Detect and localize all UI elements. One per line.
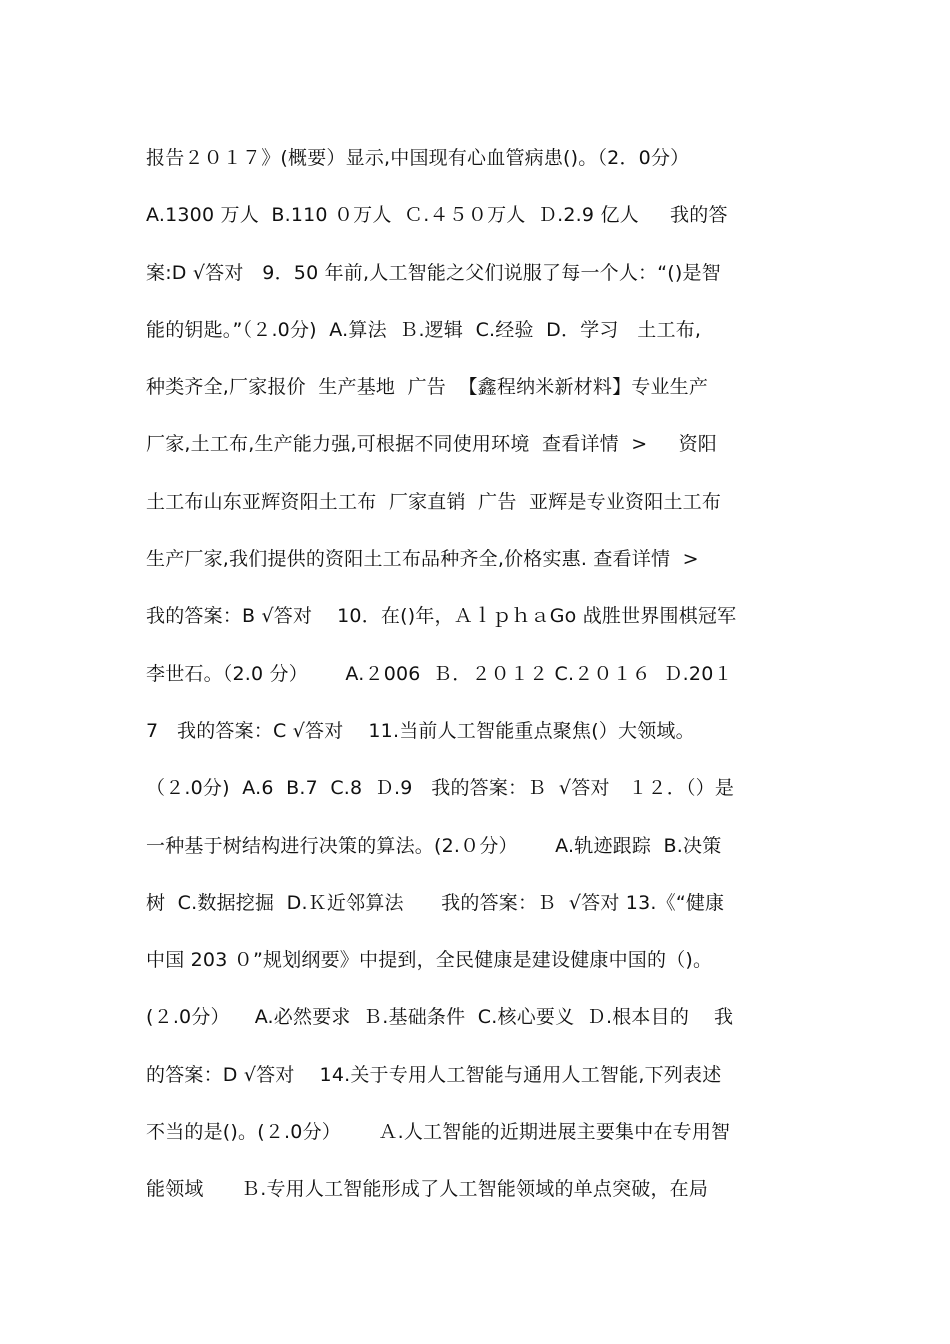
text-line: 土工布山东亚辉资阳土工布 厂家直销 广告 亚辉是专业资阳土工布 bbox=[146, 490, 722, 513]
text-line: 树 C.数据挖掘 D.Ｋ近邻算法 我的答案：Ｂ √答对 13.《“健康 bbox=[146, 891, 725, 914]
text-line: （２.0分) A.6 B.7 C.8 Ｄ.9 我的答案：Ｂ √答对 １２．（）是 bbox=[146, 777, 735, 800]
text-line: 案:D √答对 9．50 年前,人工智能之父们说服了每一个人：“()是智 bbox=[146, 261, 721, 284]
text-line: A.1300 万人 B.110 ０万人 Ｃ.４５０万人 Ｄ.2.9 亿人 我的答 bbox=[146, 204, 728, 227]
text-line: 报告２０１７》(概要）显示,中国现有心血管病患()。（2．0分） bbox=[146, 147, 690, 169]
text-line: 7 我的答案：C √答对 11.当前人工智能重点聚焦(）大领域。 bbox=[146, 719, 695, 742]
text-line: 中国 203 ０”规划纲要》中提到，全民健康是建设健康中国的（)。 bbox=[146, 949, 713, 972]
document-body bbox=[146, 130, 816, 1219]
text-line: 的答案：D √答对 14.关于专用人工智能与通用人工智能,下列表述 bbox=[146, 1063, 722, 1086]
text-line: 能的钥匙。”（２.0分) A.算法 Ｂ.逻辑 C.经验 D．学习 土工布, bbox=[146, 318, 702, 341]
text-line: 李世石。（2.0 分） A.２006 Ｂ．２０１２ C.２０１６ Ｄ.20１ bbox=[146, 662, 733, 685]
text-line: 我的答案：B √答对 10．在()年，ＡｌｐｈａGo 战胜世界围棋冠军 bbox=[146, 605, 737, 628]
text-line: 生产厂家,我们提供的资阳土工布品种齐全,价格实惠. 查看详情 > bbox=[146, 548, 699, 571]
text-line: 能领域 Ｂ.专用人工智能形成了人工智能领域的单点突破，在局 bbox=[146, 1178, 709, 1201]
text-line: 厂家,土工布,生产能力强,可根据不同使用环境 查看详情 > 资阳 bbox=[146, 433, 717, 456]
text-line: 一种基于树结构进行决策的算法。(2.０分） A.轨迹跟踪 B.决策 bbox=[146, 834, 722, 857]
text-line: 种类齐全,厂家报价 生产基地 广告 【鑫程纳米新材料】专业生产 bbox=[146, 376, 709, 399]
text-line: 不当的是()。(２.0分） Ａ.人工智能的近期进展主要集中在专用智 bbox=[146, 1121, 731, 1144]
text-line: (２.0分） A.必然要求 Ｂ.基础条件 C.核心要义 Ｄ.根本目的 我 bbox=[146, 1006, 734, 1029]
